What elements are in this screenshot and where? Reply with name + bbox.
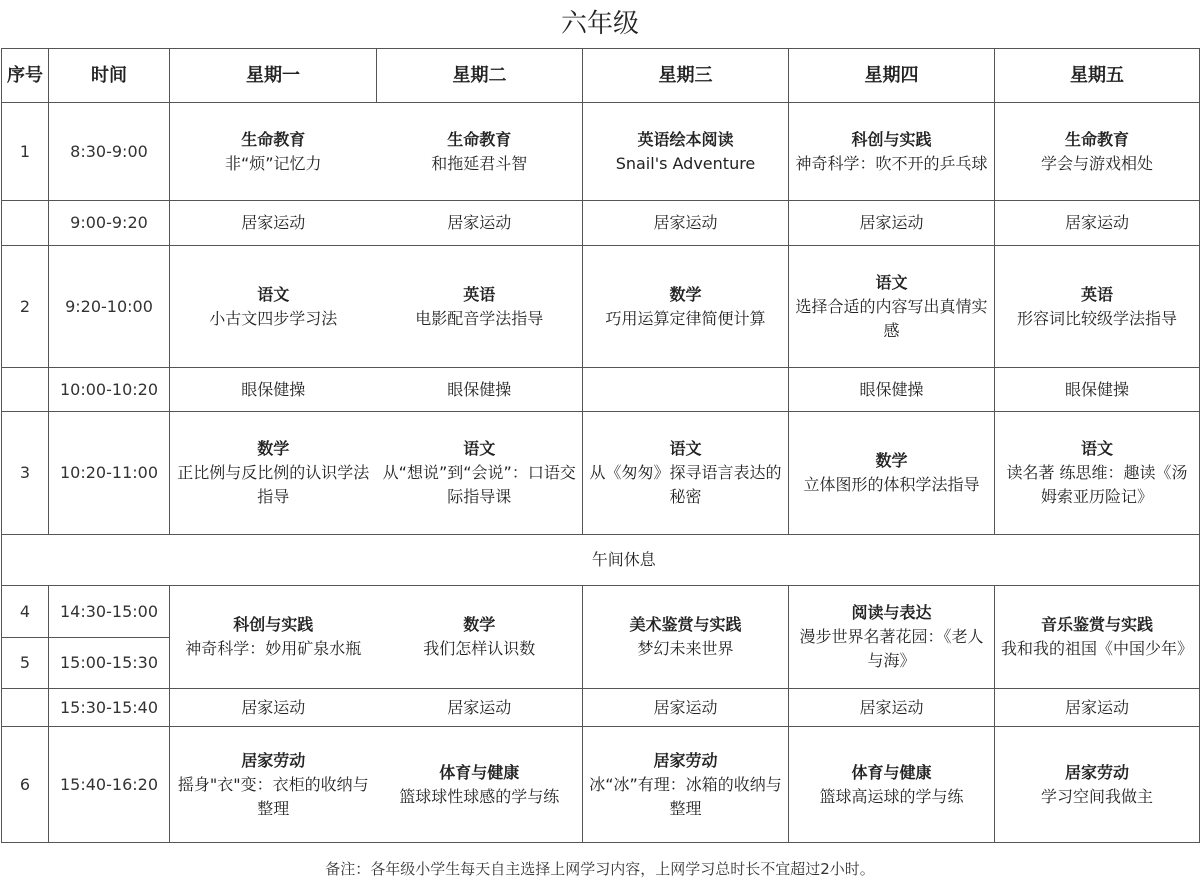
cell-wednesday (583, 368, 789, 412)
cell-subject: 语文 (875, 272, 908, 292)
cell-subject: 科创与实践 (233, 615, 314, 634)
cell-subject: 居家劳动 (241, 750, 306, 770)
cell-topic: 篮球高运球的学与练 (819, 786, 964, 806)
cell-subject: 体育与健康 (439, 762, 520, 782)
cell-topic: 神奇科学：妙用矿泉水瓶 (185, 639, 362, 658)
lunch-break: 午间休息 (49, 535, 1200, 586)
row-index: 5 (2, 638, 49, 689)
cell-topic: 形容词比较级学法指导 (1016, 308, 1177, 328)
cell-friday (995, 103, 1200, 201)
cell-topic: 立体图形的体积学法指导 (803, 475, 980, 494)
cell-topic: 居家运动 (859, 697, 924, 717)
cell-subject: 体育与健康 (851, 762, 932, 782)
cell-tuesday (377, 412, 583, 535)
cell-topic: 非“烦”记忆力 (224, 153, 322, 173)
header-index: 序号 (2, 49, 49, 103)
cell-subject: 数学 (875, 451, 908, 470)
lunch-index-cell (2, 535, 49, 586)
table-row (2, 103, 1200, 201)
row-index: 3 (2, 412, 49, 535)
cell-thursday (789, 103, 995, 201)
cell-wednesday (583, 689, 789, 727)
cell-tuesday (377, 103, 583, 201)
cell-topic: 眼保健操 (241, 379, 306, 399)
row-index: 2 (2, 246, 49, 368)
cell-subject: 居家劳动 (1064, 762, 1129, 782)
cell-topic: 居家运动 (241, 213, 306, 232)
cell-monday (170, 689, 377, 727)
cell-wednesday (583, 103, 789, 201)
cell-friday (995, 201, 1200, 246)
cell-subject: 居家劳动 (653, 750, 718, 770)
cell-thursday (789, 689, 995, 727)
cell-friday (995, 586, 1200, 689)
cell-topic: 小古文四步学习法 (209, 308, 338, 328)
cell-tuesday (377, 689, 583, 727)
footnote: 备注：各年级小学生每天自主选择上网学习内容，上网学习总时长不宜超过2小时。 (325, 860, 875, 878)
cell-subject: 语文 (1080, 439, 1113, 458)
cell-subject: 科创与实践 (851, 129, 932, 149)
cell-monday (170, 103, 377, 201)
row-time: 10:00-10:20 (49, 368, 170, 412)
cell-monday (170, 201, 377, 246)
row-index (2, 689, 49, 727)
cell-subject: 语文 (463, 439, 496, 458)
cell-subject: 音乐鉴赏与实践 (1040, 615, 1153, 634)
header-monday: 星期一 (170, 49, 377, 103)
cell-subject: 数学 (463, 615, 496, 634)
table-row (2, 586, 1200, 638)
cell-topic: 选择合适的内容写出真情实感 (795, 296, 988, 340)
cell-topic: 学习空间我做主 (1040, 786, 1153, 806)
cell-subject: 生命教育 (1064, 129, 1129, 149)
cell-topic: 巧用运算定律简便计算 (605, 308, 766, 328)
cell-topic: 居家运动 (1064, 697, 1129, 717)
page-title: 六年级 (560, 9, 639, 39)
cell-friday (995, 412, 1200, 535)
cell-monday (170, 412, 377, 535)
cell-subject: 语文 (257, 284, 290, 304)
cell-topic: 从“想说”到“会说”：口语交际指导课 (382, 463, 576, 506)
cell-topic: 居家运动 (447, 213, 512, 232)
cell-subject: 英语 (463, 284, 496, 304)
cell-subject: 生命教育 (241, 129, 306, 149)
cell-topic: 居家运动 (1064, 213, 1129, 232)
cell-subject: 英语 (1080, 284, 1113, 304)
cell-thursday (789, 368, 995, 412)
cell-wednesday (583, 586, 789, 689)
table-row (2, 412, 1200, 535)
cell-topic: 眼保健操 (1064, 379, 1129, 399)
table-row (2, 689, 1200, 727)
cell-tuesday (377, 201, 583, 246)
cell-topic: 摇身"衣"变：衣柜的收纳与整理 (177, 774, 369, 818)
lunch-row (2, 535, 1200, 586)
cell-topic: 电影配音学法指导 (415, 308, 544, 328)
table-row (2, 727, 1200, 843)
cell-topic: 居家运动 (653, 213, 718, 232)
cell-thursday (789, 412, 995, 535)
cell-topic: 读名著 练思维：趣读《汤姆索亚历险记》 (1006, 463, 1188, 506)
row-time: 14:30-15:00 (49, 586, 170, 638)
cell-topic: 眼保健操 (447, 379, 512, 399)
cell-friday (995, 689, 1200, 727)
cell-topic: 我和我的祖国《中国少年》 (1000, 639, 1193, 658)
table-row (2, 368, 1200, 412)
cell-thursday (789, 727, 995, 843)
cell-subject: 数学 (669, 284, 702, 304)
cell-topic: 居家运动 (447, 697, 512, 717)
cell-topic: 眼保健操 (859, 379, 924, 399)
cell-thursday (789, 201, 995, 246)
table-row (2, 246, 1200, 368)
cell-friday (995, 368, 1200, 412)
schedule-table (1, 48, 1200, 843)
row-time: 8:30-9:00 (49, 103, 170, 201)
row-time: 15:30-15:40 (49, 689, 170, 727)
row-index (2, 368, 49, 412)
cell-topic: 从《匆匆》探寻语言表达的秘密 (589, 463, 782, 506)
table-row (2, 201, 1200, 246)
cell-topic: 神奇科学：吹不开的乒乓球 (795, 153, 988, 173)
cell-topic: 正比例与反比例的认识学法指导 (177, 463, 370, 506)
row-index (2, 201, 49, 246)
cell-thursday (789, 586, 995, 689)
header-thursday: 星期四 (789, 49, 995, 103)
cell-topic: 漫步世界名著花园：《老人与海》 (799, 627, 984, 670)
cell-thursday (789, 246, 995, 368)
cell-subject: 英语绘本阅读 (637, 129, 734, 149)
cell-topic: 冰“冰”有理：冰箱的收纳与整理 (589, 774, 782, 818)
cell-topic: 我们怎样认识数 (423, 639, 536, 658)
cell-tuesday (377, 368, 583, 412)
cell-subject: 语文 (669, 439, 702, 458)
cell-tuesday (377, 246, 583, 368)
cell-friday (995, 727, 1200, 843)
row-index: 1 (2, 103, 49, 201)
cell-topic: 居家运动 (859, 213, 924, 232)
row-time: 15:40-16:20 (49, 727, 170, 843)
row-time: 9:20-10:00 (49, 246, 170, 368)
header-tuesday: 星期二 (377, 49, 583, 103)
row-time: 9:00-9:20 (49, 201, 170, 246)
cell-friday (995, 246, 1200, 368)
cell-topic: 和拖延君斗智 (431, 153, 528, 173)
row-time: 10:20-11:00 (49, 412, 170, 535)
header-time: 时间 (49, 49, 170, 103)
cell-wednesday (583, 201, 789, 246)
cell-topic: 篮球球性球感的学与练 (399, 786, 560, 806)
header-friday: 星期五 (995, 49, 1200, 103)
cell-topic: 梦幻未来世界 (637, 639, 734, 658)
cell-monday (170, 368, 377, 412)
row-time: 15:00-15:30 (49, 638, 170, 689)
cell-topic: 居家运动 (241, 697, 306, 717)
cell-monday (170, 246, 377, 368)
cell-subject: 美术鉴赏与实践 (629, 615, 742, 634)
cell-subject: 阅读与表达 (851, 603, 932, 622)
cell-wednesday (583, 727, 789, 843)
header-wednesday: 星期三 (583, 49, 789, 103)
cell-topic: 居家运动 (653, 697, 718, 717)
cell-tuesday (377, 727, 583, 843)
cell-wednesday (583, 412, 789, 535)
cell-wednesday (583, 246, 789, 368)
cell-subject: 生命教育 (447, 129, 512, 149)
cell-topic: Snail's Adventure (615, 153, 756, 173)
cell-monday (170, 586, 377, 689)
cell-topic: 学会与游戏相处 (1040, 153, 1153, 173)
row-index: 6 (2, 727, 49, 843)
row-index: 4 (2, 586, 49, 638)
cell-subject: 数学 (257, 439, 290, 458)
cell-tuesday (377, 586, 583, 689)
header-row (2, 49, 1200, 103)
cell-monday (170, 727, 377, 843)
